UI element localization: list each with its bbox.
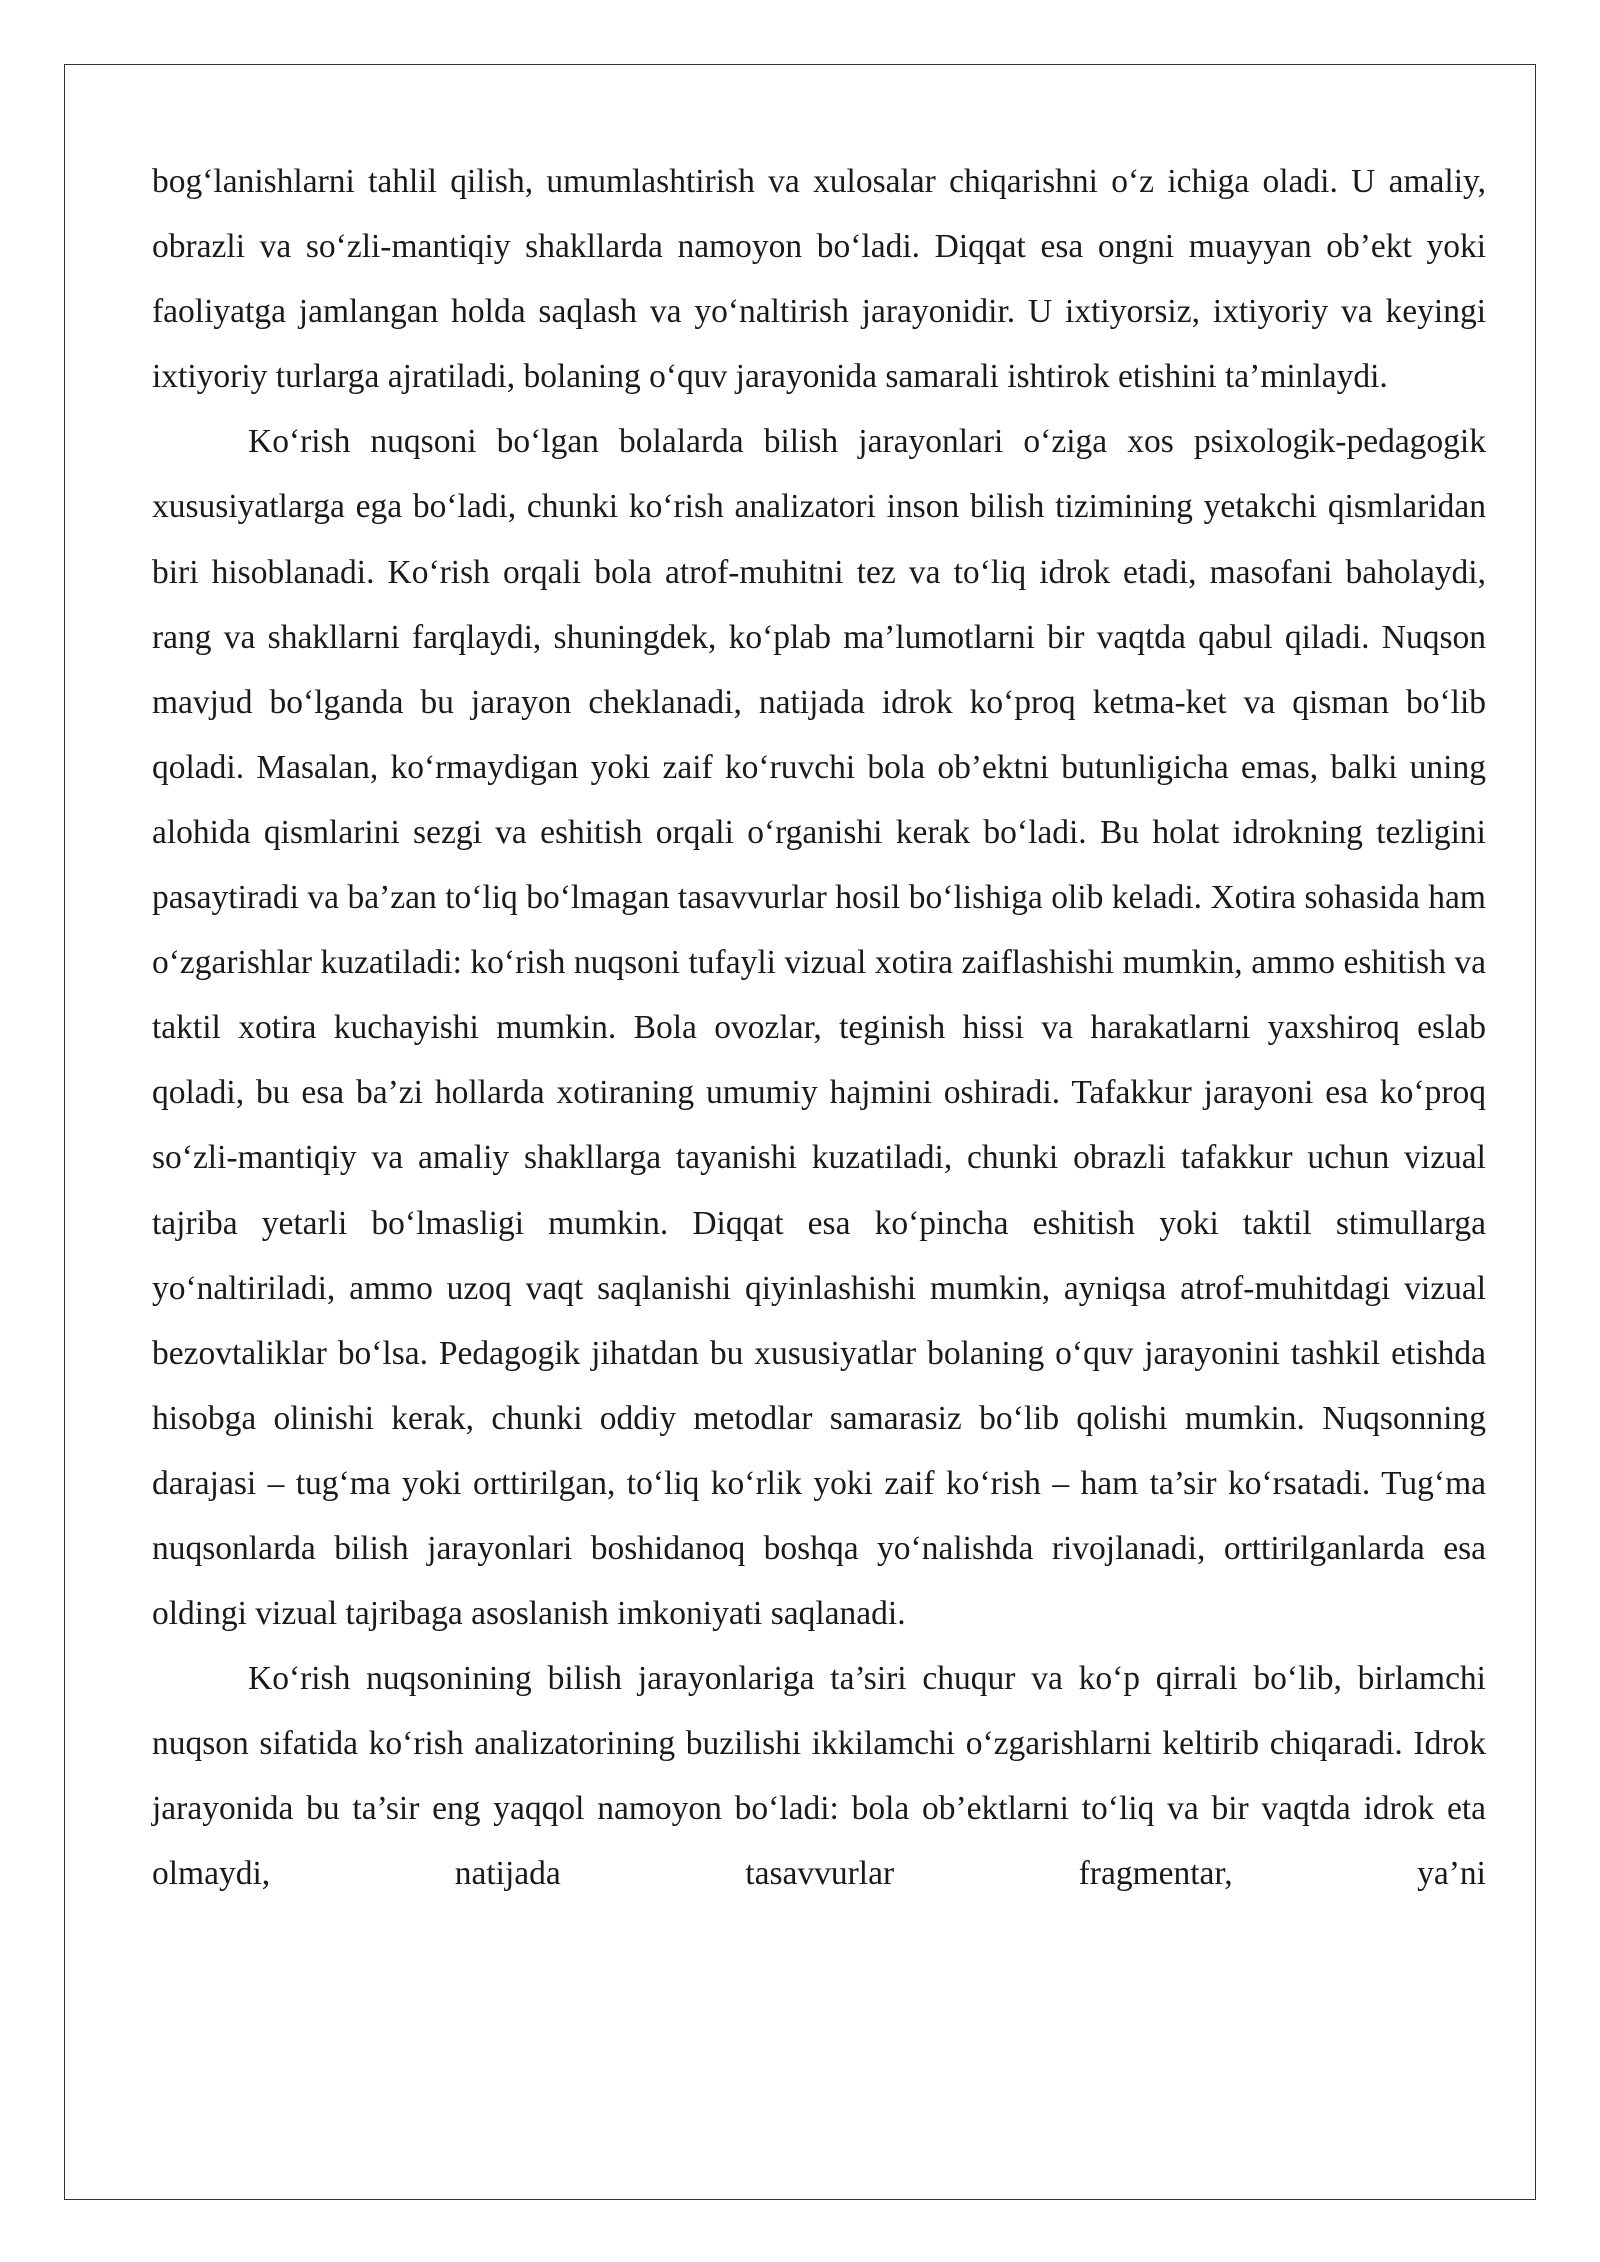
paragraph-impact-on-cognition: Ko‘rish nuqsonining bilish jarayonlariga ta’siri chuqur va ko‘p qirrali bo‘lib, birlamchi nuqson sifatida ko‘rish analizatorining buzilishi ikkilamchi o‘zgarishlarni keltirib chiqaradi. Idrok jarayonida bu ta’sir eng yaqqol namoyon bo‘ladi: bola ob’ektlarni to‘liq va bir vaqtda idrok eta olmaydi, natijada tasavvurlar fragmentar, ya’ni [152, 1660, 1486, 1893]
document-body [152, 149, 1486, 1907]
paragraph-continuation: bog‘lanishlarni tahlil qilish, umumlashtirish va xulosalar chiqarishni o‘z ichiga oladi. U amaliy, obrazli va so‘zli-mantiqiy shakllarda namoyon bo‘ladi. Diqqat esa ongni muayyan ob’ekt yoki faoliyatga jamlangan holda saqlash va yo‘naltirish jarayonidir. U ixtiyorsiz, ixtiyoriy va keyingi ixtiyoriy turlarga ajratiladi, bolaning o‘quv jarayonida samarali ishtirok etishini ta’minlaydi. [152, 163, 1486, 396]
paragraph-visual-impairment-cognition: Ko‘rish nuqsoni bo‘lgan bolalarda bilish jarayonlari o‘ziga xos psixologik-pedagogik xususiyatlarga ega bo‘ladi, chunki ko‘rish analizatori inson bilish tizimining yetakchi qismlaridan biri hisoblanadi. Ko‘rish orqali bola atrof-muhitni tez va to‘liq idrok etadi, masofani baholaydi, rang va shakllarni farqlaydi, shuningdek, ko‘plab ma’lumotlarni bir vaqtda qabul qiladi. Nuqson mavjud bo‘lganda bu jarayon cheklanadi, natijada idrok ko‘proq ketma-ket va qisman bo‘lib qoladi. Masalan, ko‘rmaydigan yoki zaif ko‘ruvchi bola ob’ektni butunligicha emas, balki uning alohida qismlarini sezgi va eshitish orqali o‘rganishi kerak bo‘ladi. Bu holat idrokning tezligini pasaytiradi va ba’zan to‘liq bo‘lmagan tasavvurlar hosil bo‘lishiga olib keladi. Xotira sohasida ham o‘zgarishlar kuzatiladi: ko‘rish nuqsoni tufayli vizual xotira zaiflashishi mumkin, ammo eshitish va taktil xotira kuchayishi mumkin. Bola ovozlar, teginish hissi va harakatlarni yaxshiroq eslab qoladi, bu esa ba’zi hollarda xotiraning umumiy hajmini oshiradi. Tafakkur jarayoni esa ko‘proq so‘zli-mantiqiy va amaliy shakllarga tayanishi kuzatiladi, chunki obrazli tafakkur uchun vizual tajriba yetarli bo‘lmasligi mumkin. Diqqat esa ko‘pincha eshitish yoki taktil stimullarga yo‘naltiriladi, ammo uzoq vaqt saqlanishi qiyinlashishi mumkin, ayniqsa atrof-muhitdagi vizual bezovtaliklar bo‘lsa. Pedagogik jihatdan bu xususiyatlar bolaning o‘quv jarayonini tashkil etishda hisobga olinishi kerak, chunki oddiy metodlar samarasiz bo‘lib qolishi mumkin. Nuqsonning darajasi – tug‘ma yoki orttirilgan, to‘liq ko‘rlik yoki zaif ko‘rish – ham ta’sir ko‘rsatadi. Tug‘ma nuqsonlarda bilish jarayonlari boshidanoq boshqa yo‘nalishda rivojlanadi, orttirilganlarda esa oldingi vizual tajribaga asoslanish imkoniyati saqlanadi. [152, 423, 1486, 1633]
